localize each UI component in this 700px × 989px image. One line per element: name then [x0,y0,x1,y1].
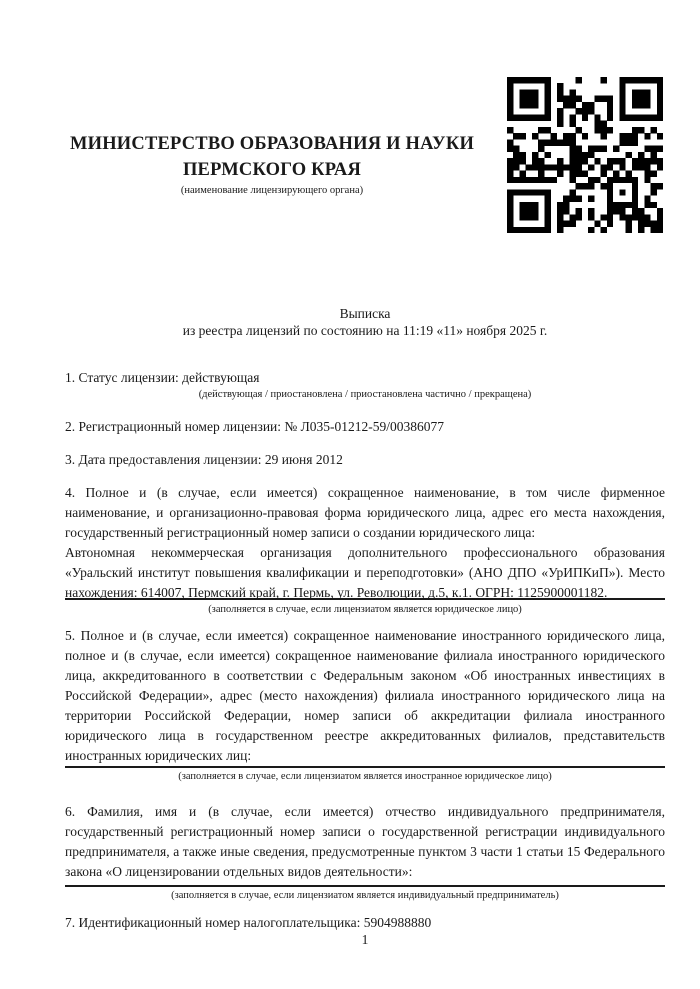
item-5-fill-line [65,766,665,768]
document-title-line2: из реестра лицензий по состоянию на 11:19 «11» ноября 2025 г. [182,322,548,338]
item-1-license-status: 1. Статус лицензии: действующая [65,370,260,385]
document-body [65,306,665,931]
item-6-entrepreneur-label: 6. Фамилия, имя и (в случае, если имеется) отчество индивидуального предпринимателя, государственный регистрационный номер записи о государственной регистрации индивидуального предпринимателя, а также иные сведения, предусмотренные пунктом 3 части 1 статьи 15 Федерального закона «О лицензировании отдельных видов деятельности»: [65,804,665,879]
ministry-name-line1: МИНИСТЕРСТВО ОБРАЗОВАНИЯ И НАУКИ [69,134,475,154]
item-7-taxpayer-number: 7. Идентификационный номер налогоплательщика: 5904988880 [65,915,432,930]
item-3-grant-date: 3. Дата предоставления лицензии: 29 июня 2012 [65,452,343,467]
item-4-legal-entity-note: (заполняется в случае, если лицензиатом является юридическое лицо) [208,604,522,615]
item-1-status-options-note: (действующая / приостановлена / приостановлена частично / прекращена) [198,389,532,400]
page-number: 1 [361,932,369,947]
item-5-foreign-entity-label: 5. Полное и (в случае, если имеется) сокращенное наименование иностранного юридического лица, полное и (в случае, если имеется) сокращенное наименование филиала иностранного юридического лица, аккредитованного в соответствии с Федеральным законом «Об иностранных инвестициях в Российской Федерации», адрес (место нахождения) филиала иностранного юридического лица на территории Российской Федерации, номер записи об аккредитации филиала иностранного юридического лица в государственном реестре аккредитованных филиалов, представительств иностранных юридических лиц: [65,628,665,763]
licensing-authority-caption: (наименование лицензирующего органа) [180,185,364,196]
item-4-legal-entity-label: 4. Полное и (в случае, если имеется) сокращенное наименование, в том числе фирменное наименование, и организационно-правовая форма юридического лица, адрес его места нахождения, государственный регистрационный номер записи о создании юридического лица: [65,485,665,540]
item-6-entrepreneur-note: (заполняется в случае, если лицензиатом является индивидуальный предприниматель) [171,890,559,901]
document-title [65,306,665,339]
document-title-line1: Выписка [339,306,391,321]
ministry-name [58,131,486,183]
header-block [58,131,486,197]
qr-code-icon [507,77,663,233]
item-6-fill-line [65,885,665,887]
item-2-registration-number: 2. Регистрационный номер лицензии: № Л035-01212-59/00386077 [65,419,445,434]
ministry-name-line2: ПЕРМСКОГО КРАЯ [182,160,362,180]
item-4-legal-entity-value: Автономная некоммерческая организация дополнительного профессионального образования «Уральский институт повышения квалификации и переподготовки» (АНО ДПО «УрИПКиП»). Место нахождения: 614007, Пермский край, г. Пермь, ул. Революции, д.5, к.1. ОГРН: 1125900001182. [65,545,665,600]
item-5-foreign-entity-note: (заполняется в случае, если лицензиатом является иностранное юридическое лицо) [178,771,552,782]
